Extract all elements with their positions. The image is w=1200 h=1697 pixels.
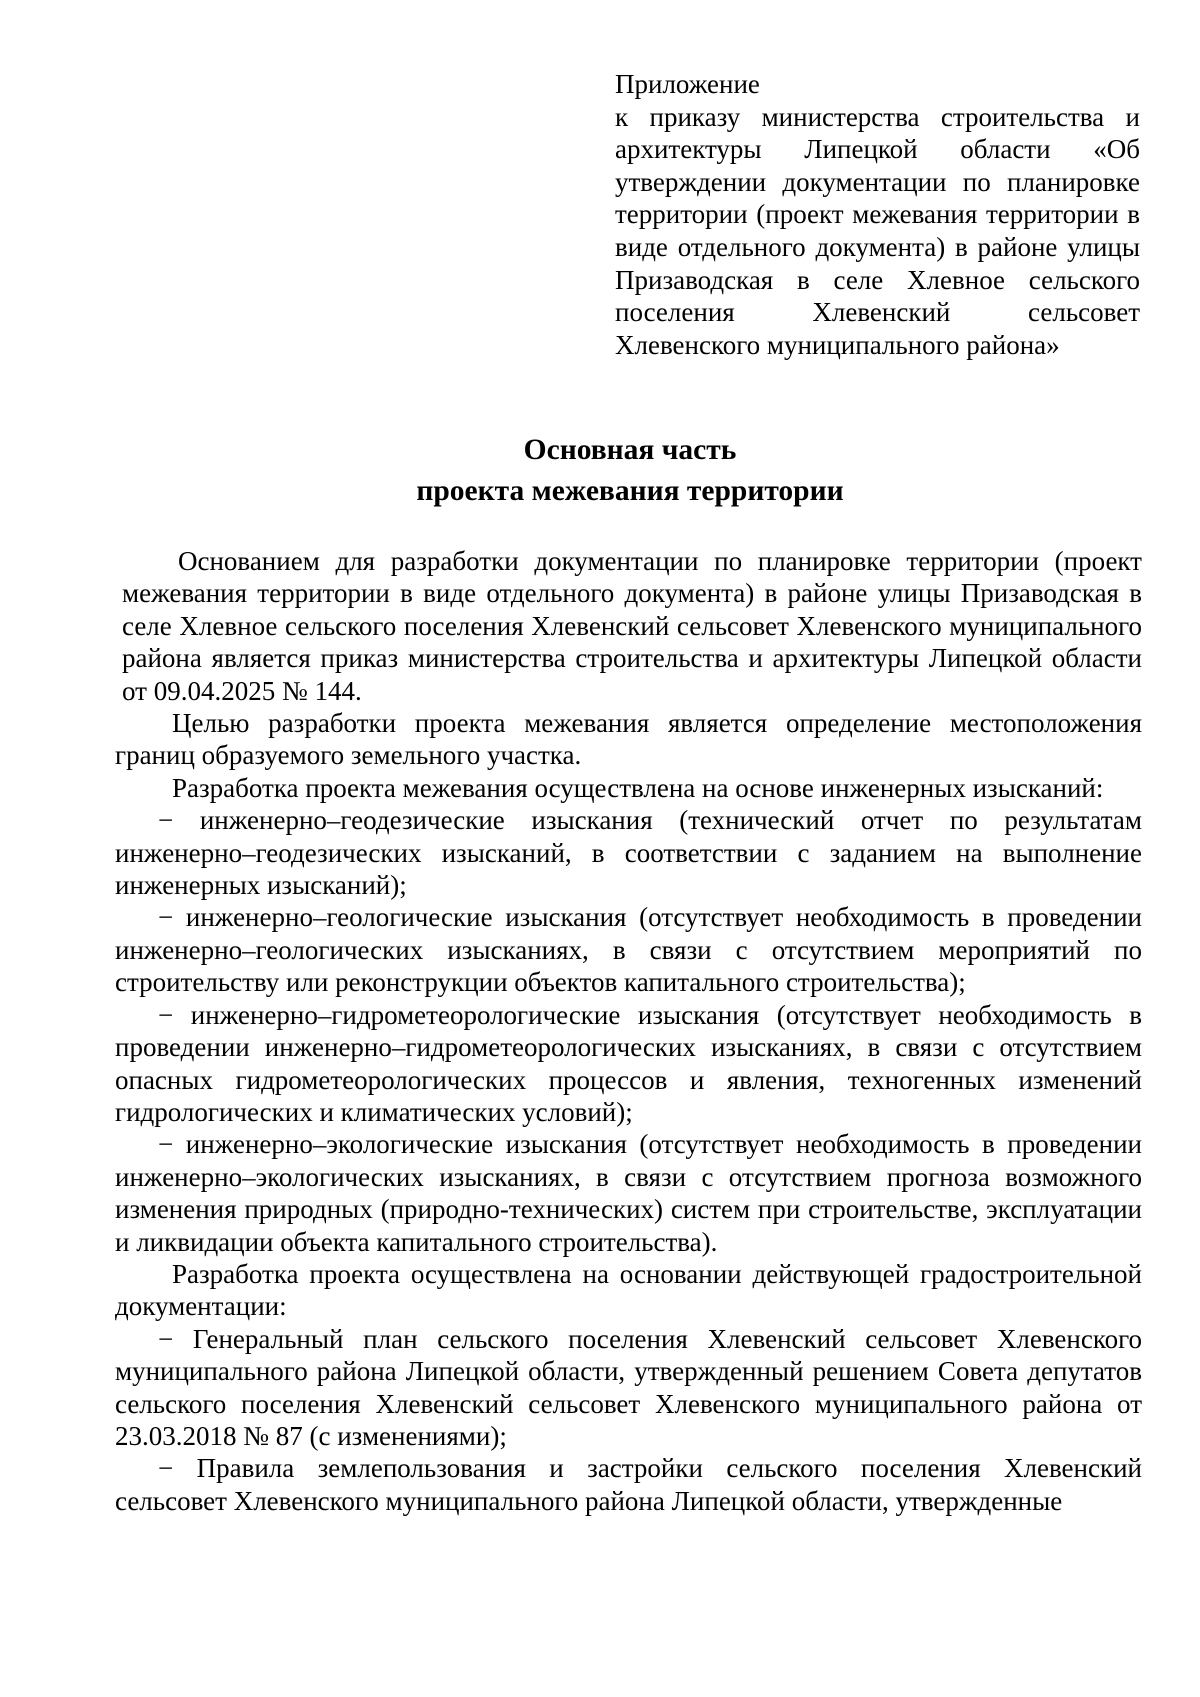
list-item-ecological: − инженерно–экологические изыскания (отсутствует необходимость в проведении инженерно–экологических изысканиях, в связи с отсутствием прогноза возможного изменения природных (природно-технических) систем при строительстве, эксплуатации и ликвидации объекта капитального строительства). [115, 1129, 1142, 1257]
paragraph-urban-docs-intro: Разработка проекта осуществлена на основании действующей градостроительной документации: [115, 1258, 1142, 1322]
paragraph-goal: Целью разработки проекта межевания является определение местоположения границ образуемого земельного участка. [115, 708, 1142, 771]
title-line-1: Основная часть [523, 434, 737, 466]
list-item-geological: − инженерно–геологические изыскания (отсутствует необходимость в проведении инженерно–геологических изысканиях, в связи с отсутствием мероприятий по строительству или реконструкции объектов капитального строительства); [115, 902, 1142, 998]
appendix-block [615, 68, 1140, 361]
appendix-heading: Приложение [615, 69, 760, 99]
paragraph-surveys-intro: Разработка проекта межевания осуществлена на основе инженерных изысканий: [172, 772, 1104, 803]
list-item-hydrometeorological: − инженерно–гидрометеорологические изыскания (отсутствует необходимость в проведении инженерно–гидрометеорологических изысканиях, в связи с отсутствием опасных гидрометеорологических процессов и явления, техногенных изменений гидрологических и климатических условий); [115, 999, 1142, 1127]
list-item-geodetic: − инженерно–геодезические изыскания (технический отчет по результатам инженерно–геодезических изысканий, в соответствии с заданием на выполнение инженерных изысканий); [115, 805, 1142, 901]
document-title [100, 430, 1160, 512]
list-item-general-plan: − Генеральный план сельского поселения Хлевенский сельсовет Хлевенского муниципального района Липецкой области, утвержденный решением Совета депутатов сельского поселения Хлевенский сельсовет Хлевенского муниципального района от 23.03.2018 № 87 (с изменениями); [115, 1323, 1142, 1451]
document-body [115, 545, 1142, 1517]
list-item-land-use-rules: − Правила землепользования и застройки сельского поселения Хлевенский сельсовет Хлевенского муниципального района Липецкой области, утвержденные [115, 1453, 1142, 1516]
appendix-text: к приказу министерства строительства и архитектуры Липецкой области «Об утверждении документации по планировке территории (проект межевания территории в виде отдельного документа) в районе улицы Призаводская в селе Хлевное сельского поселения Хлевенский сельсовет Хлевенского муниципального района» [615, 101, 1140, 360]
title-line-2: проекта межевания территории [416, 475, 844, 507]
paragraph-basis: Основанием для разработки документации по планировке территории (проект межевания территории в виде отдельного документа) в районе улицы Призаводская в селе Хлевное сельского поселения Хлевенский сельсовет Хлевенского муниципального района является приказ министерства строительства и архитектуры Липецкой области от 09.04.2025 № 144. [122, 546, 1142, 706]
